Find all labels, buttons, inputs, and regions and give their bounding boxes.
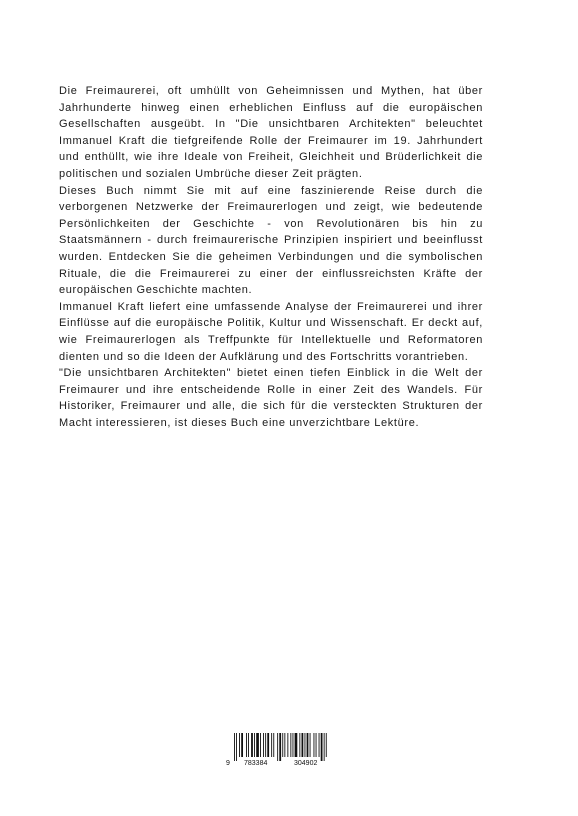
barcode-bar bbox=[279, 733, 281, 761]
barcode-bar bbox=[319, 733, 320, 757]
barcode-bar bbox=[293, 733, 294, 757]
barcode-bar bbox=[284, 733, 285, 757]
barcode-graphic bbox=[226, 733, 338, 767]
barcode-bar bbox=[310, 733, 311, 757]
blurb-paragraph-1: Die Freimaurerei, oft umhüllt von Geheimnissen und Mythen, hat über Jahrhunderte hinweg einen erheblichen Einfluss auf die europäischen Gesellschaften ausgeübt. In "Die unsichtbaren Architekten" beleuchtet Immanuel Kraft die tiefgreifende Rolle der Freimaurer im 19. Jahrhundert und enthüllt, wie ihre Ideale von Freiheit, Gleichheit und Brüderlichkeit die politischen und sozialen Umbrüche dieser Zeit prägten. bbox=[59, 85, 483, 180]
barcode-bar bbox=[267, 733, 269, 757]
blurb-paragraph-4: "Die unsichtbaren Architekten" bietet einen tiefen Einblick in die Welt der Freimaurer und ihre entscheidende Rolle in einer Zeit des Wandels. Für Historiker, Freimaurer und alle, die sich für die versteckten Strukturen der Macht interessieren, ist dieses Buch eine unverzichtbare Lektüre. bbox=[59, 367, 483, 429]
barcode-bar bbox=[265, 733, 266, 757]
barcode-bar bbox=[282, 733, 283, 757]
barcode-bar bbox=[299, 733, 300, 757]
barcode-bar bbox=[295, 733, 298, 757]
barcode-bar bbox=[236, 733, 237, 761]
barcode-bar bbox=[316, 733, 317, 757]
barcode-bar bbox=[321, 733, 323, 761]
barcode-bar bbox=[239, 733, 240, 757]
barcode-bar bbox=[234, 733, 235, 761]
barcode-bar bbox=[260, 733, 261, 757]
barcode-bar bbox=[290, 733, 291, 757]
barcode-bar bbox=[305, 733, 306, 757]
barcode-bar bbox=[241, 733, 243, 757]
barcode-bar bbox=[263, 733, 264, 757]
barcode-left-digits: 783384 bbox=[244, 760, 268, 767]
barcode-bar bbox=[254, 733, 255, 757]
back-cover-blurb bbox=[59, 83, 483, 431]
barcode-bar bbox=[246, 733, 247, 757]
barcode-bar bbox=[326, 733, 327, 757]
barcode-bars bbox=[234, 733, 327, 761]
blurb-paragraph-3: Immanuel Kraft liefert eine umfassende Analyse der Freimaurerei und ihrer Einflüsse auf die europäische Politik, Kultur und Wissenschaft. Er deckt auf, wie Freimaurerlogen als Treffpunkte für Intellektuelle und Reformatoren dienten und so die Ideen der Aufklärung und des Fortschritts vorantrieben. bbox=[59, 300, 483, 363]
barcode-bar bbox=[248, 733, 249, 757]
barcode-right-digits: 304902 bbox=[294, 760, 318, 767]
barcode-bar bbox=[277, 733, 278, 761]
barcode-bar bbox=[251, 733, 253, 757]
isbn-barcode bbox=[226, 733, 338, 767]
barcode-bar bbox=[324, 733, 325, 761]
barcode-prefix-digit: 9 bbox=[226, 760, 230, 767]
barcode-bar bbox=[314, 733, 315, 757]
blurb-paragraph-2: Dieses Buch nimmt Sie mit auf eine faszinierende Reise durch die verborgenen Netzwerke der Freimaurerlogen und zeigt, wie bedeutende Persönlichkeiten der Geschichte - von Revolutionären bis hin zu Staatsmännern - durch freimaurerische Prinzipien inspiriert und beeinflusst wurden. Entdecken Sie die geheimen Verbindungen und die symbolischen Rituale, die die Freimaurerei zu einer der einflussreichsten Kräfte der europäischen Geschichte machten. bbox=[59, 184, 483, 297]
barcode-bar bbox=[307, 733, 309, 757]
barcode-bar bbox=[256, 733, 259, 757]
barcode-bar bbox=[287, 733, 288, 757]
barcode-bar bbox=[302, 733, 304, 757]
barcode-bar bbox=[271, 733, 272, 757]
barcode-bar bbox=[273, 733, 274, 757]
